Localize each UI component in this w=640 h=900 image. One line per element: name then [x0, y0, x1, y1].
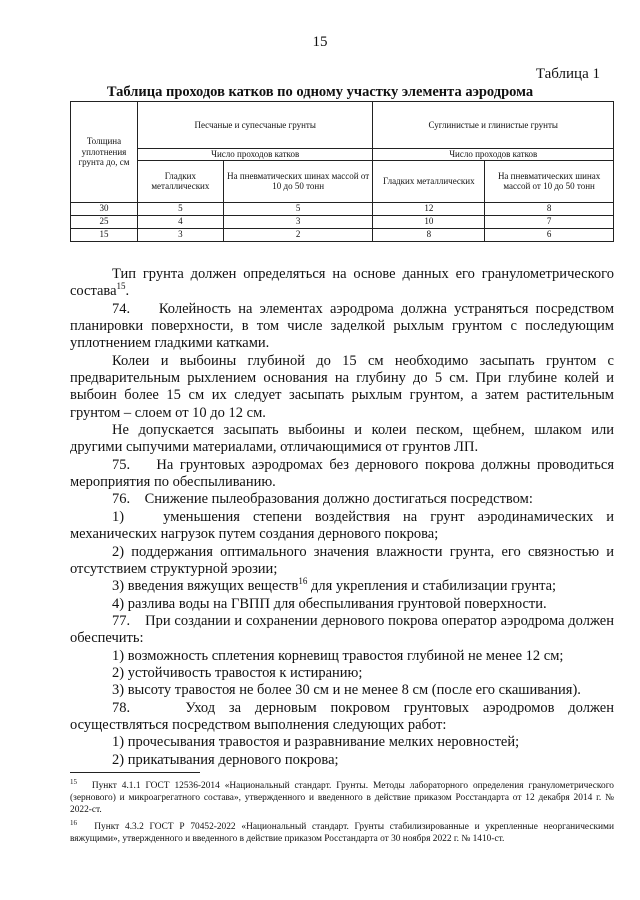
cell-clay-pneumatic: 7	[485, 215, 614, 228]
header-clay-soils: Суглинистые и глинистые грунты	[373, 102, 614, 149]
header-passes-clay: Число проходов катков	[373, 149, 614, 161]
table-title: Таблица проходов катков по одному участку элемента аэродрома	[106, 84, 534, 100]
footnote-mark: 15	[70, 777, 77, 786]
cell-thickness: 30	[71, 202, 138, 215]
list-item: 1) уменьшения степени воздействия на грунт аэродинамических и механических нагрузок путем создания дернового покрова;	[70, 508, 614, 543]
paragraph-text: для укрепления и стабилизации грунта;	[307, 578, 557, 595]
roller-passes-table	[70, 101, 614, 242]
paragraph-76: 76. Снижение пылеобразования должно достигаться посредством:	[112, 491, 533, 508]
footnote-mark: 16	[70, 818, 77, 827]
list-item: 4) разлива воды на ГВПП для обеспыливания грунтовой поверхности.	[112, 595, 547, 612]
cell-clay-smooth: 8	[373, 228, 485, 241]
list-item: 2) прикатывания дернового покрова;	[112, 751, 339, 768]
list-item: 2) устойчивость травостоя к истиранию;	[112, 664, 363, 681]
table-label: Таблица 1	[535, 66, 600, 82]
paragraph-text: 3) введения вяжущих веществ	[112, 578, 299, 595]
footnote-separator	[70, 772, 200, 773]
paragraph	[70, 266, 614, 301]
header-sandy-smooth: Гладких металлических	[137, 160, 223, 202]
list-item: 1) прочесывания травостоя и разравнивание мелких неровностей;	[112, 734, 520, 751]
cell-clay-pneumatic: 6	[485, 228, 614, 241]
body-text	[70, 266, 614, 769]
cell-clay-pneumatic: 8	[485, 202, 614, 215]
footnote-ref: 15	[116, 281, 126, 292]
paragraph-78: 78. Уход за дерновым покровом грунтовых аэродромов должен осуществляться посредством выполнения следующих работ:	[70, 699, 614, 733]
cell-sandy-smooth: 5	[137, 202, 223, 215]
header-clay-smooth: Гладких металлических	[373, 160, 485, 202]
header-clay-pneumatic: На пневматических шинах массой от 10 до 50 тонн	[485, 160, 614, 202]
footnote	[70, 777, 614, 817]
paragraph-77: 77. При создании и сохранении дернового покрова оператор аэродрома должен обеспечить:	[70, 612, 614, 647]
cell-thickness: 15	[71, 228, 138, 241]
header-passes-sandy: Число проходов катков	[137, 149, 373, 161]
table-header-row	[71, 149, 614, 161]
table-row	[71, 228, 614, 241]
footnote-text: Пункт 4.3.2 ГОСТ Р 70452-2022 «Национальный стандарт. Грунты стабилизированные и укрепленные неорганическими вяжущими», утвержденного и введенного в действие приказом Росстандарта от 30 ноября 2022 г. № 1410-ст.	[70, 821, 614, 844]
cell-clay-smooth: 10	[373, 215, 485, 228]
page-number: 15	[312, 34, 328, 50]
list-item	[70, 578, 614, 595]
paragraph-text: .	[125, 283, 130, 300]
footnote-text: Пункт 4.1.1 ГОСТ 12536-2014 «Национальный стандарт. Грунты. Методы лабораторного определения гранулометрического (зернового) и микроагрегатного состава», утвержденного и введенного в действие приказом Росстандарта от 12 декабря 2014 г. № 2022-ст.	[70, 781, 614, 816]
paragraph: Колеи и выбоины глубиной до 15 см необходимо засыпать грунтом с предварительным рыхлением основания на глубину до 5 см. При глубине колей и выбоин более 15 см их следует засыпать рыхлым грунтом, а затем растительным грунтом – слоем от 10 до 12 см.	[70, 352, 614, 421]
cell-thickness: 25	[71, 215, 138, 228]
cell-sandy-pneumatic: 2	[223, 228, 373, 241]
cell-sandy-pneumatic: 3	[223, 215, 373, 228]
header-sandy-pneumatic: На пневматических шинах массой от 10 до 50 тонн	[223, 160, 373, 202]
paragraph-74: 74. Колейность на элементах аэродрома должна устраняться посредством планировки поверхности, в том числе заделкой рыхлым грунтом с последующим уплотнением гладкими катками.	[70, 300, 614, 352]
cell-sandy-smooth: 3	[137, 228, 223, 241]
paragraph-75: 75. На грунтовых аэродромах без дернового покрова должны проводиться мероприятия по обеспыливанию.	[70, 456, 614, 491]
footnote-ref: 16	[298, 576, 308, 587]
header-thickness: Толщина уплотнения грунта до, см	[71, 102, 138, 203]
paragraph: Не допускается засыпать выбоины и колеи песком, щебнем, шлаком или другими сыпучими материалами, отличающимися от грунтов ЛП.	[70, 422, 614, 456]
cell-clay-smooth: 12	[373, 202, 485, 215]
table-row	[71, 215, 614, 228]
footnote	[70, 818, 614, 845]
table-header-row	[71, 160, 614, 202]
paragraph-text: Тип грунта должен определяться на основе данных его гранулометрического состава	[70, 266, 614, 300]
list-item: 2) поддержания оптимального значения влажности грунта, его связностью и отсутствием структурной эрозии;	[70, 543, 614, 577]
list-item: 1) возможность сплетения корневищ травостоя глубиной не менее 12 см;	[112, 647, 564, 664]
footnotes	[70, 777, 614, 849]
cell-sandy-smooth: 4	[137, 215, 223, 228]
header-sandy-soils: Песчаные и супесчаные грунты	[137, 102, 373, 149]
list-item: 3) высоту травостоя не более 30 см и не менее 8 см (после его скашивания).	[112, 682, 581, 699]
table-header-row	[71, 102, 614, 149]
table-row	[71, 202, 614, 215]
cell-sandy-pneumatic: 5	[223, 202, 373, 215]
